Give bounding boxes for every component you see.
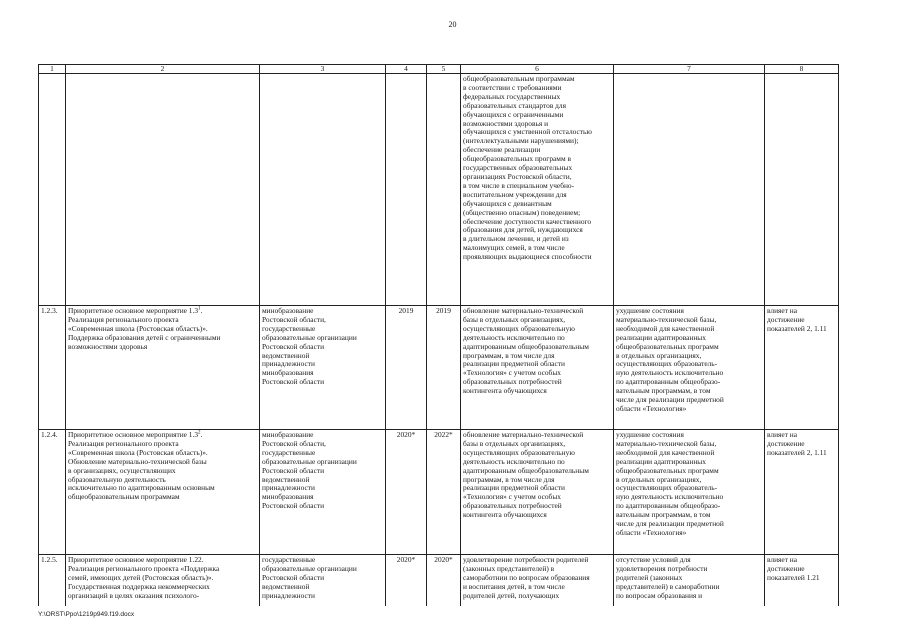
text-line: образования для детей, нуждающихся	[463, 225, 583, 235]
text-line: образовательных потребностей	[463, 377, 562, 387]
text-line: «Технология» с учетом особых	[463, 368, 561, 378]
text-line: принадлежности	[262, 590, 315, 600]
text-line: реализации предметной области	[463, 359, 565, 369]
text-line: ную деятельность исключительно	[616, 492, 724, 502]
program-table	[38, 64, 839, 606]
table-row	[39, 306, 839, 430]
text-line: образовательные организации	[262, 563, 357, 573]
cell-consequence	[614, 555, 765, 606]
header-cell: 8	[765, 65, 839, 74]
text-line: обеспечение реализации	[463, 145, 541, 155]
cell-link	[765, 555, 839, 606]
text-line: программам, в том числе для	[463, 474, 555, 484]
text-line: общеобразовательных программ	[616, 465, 719, 475]
text-line: общеобразовательным программам	[463, 74, 575, 83]
text-line: (общественно опасным) поведением;	[463, 207, 581, 217]
cell-consequence	[614, 74, 765, 306]
cell-start: 2019	[386, 306, 427, 430]
text-line: Ростовской области	[262, 501, 325, 511]
cell-end: 2022*	[427, 430, 461, 555]
text-line: в том числе в специальном учебно-	[463, 180, 575, 190]
cell-executor	[260, 74, 386, 306]
text-line: ведомственной	[262, 581, 310, 591]
text-line: обучающихся с умственной отсталостью	[463, 127, 592, 137]
header-row	[39, 65, 839, 74]
text-line: материально-технической базы,	[616, 438, 717, 448]
text-line: осуществляющих образовательную	[463, 447, 575, 457]
text-line: показателей 2, 1.11	[767, 323, 827, 333]
text-line: программам, в том числе для	[463, 350, 555, 360]
cell-num	[39, 306, 66, 430]
text-line: минобразования	[262, 492, 314, 502]
text-fragment: Реализация регионального проекта	[68, 438, 179, 448]
cell-link	[765, 74, 839, 306]
text-line: родителей (законных	[616, 572, 683, 582]
text-line: адаптированным общеобразовательным	[463, 465, 589, 475]
text-fragment: Поддержка образования детей с ограниченными	[68, 332, 221, 342]
text-line: необходимой для качественной	[616, 447, 715, 457]
text-line: влияет на	[767, 306, 798, 315]
text-line: в отдельных организациях,	[616, 350, 702, 360]
header-cell: 2	[66, 65, 260, 74]
text-line: осуществляющих образователь-	[616, 359, 718, 369]
cell-executor	[260, 430, 386, 555]
text-line: Ростовской области,	[262, 438, 326, 448]
text-line: ведомственной	[262, 474, 310, 484]
text-line: образовательных стандартов для	[463, 100, 567, 110]
text-fragment: «Современная школа (Ростовская область)».	[68, 447, 208, 457]
text-fragment: в организациях, осуществляющих	[68, 465, 176, 475]
cell-executor	[260, 306, 386, 430]
cell-result	[461, 306, 614, 430]
cell-result	[461, 555, 614, 606]
cell-activity	[66, 430, 260, 555]
row-number: 1.2.4.	[41, 430, 58, 439]
text-line: самоработнии по вопросам образования	[463, 572, 590, 582]
text-line: деятельность исключительно по	[463, 456, 565, 466]
continuation-row	[39, 74, 839, 306]
text-line: образовательные организации	[262, 456, 357, 466]
text-fragment: общеобразовательным программам	[68, 492, 180, 502]
cell-end	[427, 74, 461, 306]
text-line: проявляющих выдающиеся способности	[463, 252, 592, 262]
text-line: минобразования	[262, 368, 314, 378]
cell-num	[39, 74, 66, 306]
text-line: базы в отдельных организациях,	[463, 314, 566, 324]
footnote-marker: 2	[198, 430, 201, 436]
text-fragment: Государственная поддержка некоммерческих	[68, 581, 210, 591]
text-line: (интеллектуальными нарушениями);	[463, 136, 579, 146]
text-line: удовлетворение потребности родителей	[463, 555, 589, 564]
text-fragment: Реализация регионального проекта	[68, 314, 179, 324]
text-line: в отдельных организациях,	[616, 474, 702, 484]
text-line: образовательные организации	[262, 332, 357, 342]
text-line: малоимущих семей, в том числе	[463, 243, 565, 253]
cell-activity	[66, 74, 260, 306]
text-line: обучающихся с ограниченными	[463, 109, 564, 119]
text-line: вательным программам, в том	[616, 510, 711, 520]
text-line: материально-технической базы,	[616, 314, 717, 324]
cell-end: 2020*	[427, 555, 461, 606]
text-line: осуществляющих образователь-	[616, 483, 718, 493]
row-number: 1.2.5.	[41, 555, 58, 564]
footnote-marker: 1	[198, 306, 201, 312]
text-line: минобразование	[262, 306, 314, 315]
text-line: Ростовской области,	[262, 314, 326, 324]
cell-start	[386, 74, 427, 306]
text-line: Приоритетное основное мероприятие $1.3^1$.	[68, 306, 203, 315]
text-fragment: Приоритетное основное мероприятие 1.3	[68, 306, 199, 315]
header-cell: 4	[386, 65, 427, 74]
text-line: образовательных потребностей	[463, 501, 562, 511]
cell-result	[461, 74, 614, 306]
header-cell: 3	[260, 65, 386, 74]
cell-start: 2020*	[386, 430, 427, 555]
text-line: общеобразовательных программ в	[463, 154, 571, 164]
text-line: «Технология» с учетом особых	[463, 492, 561, 502]
text-line: контингента обучающихся	[463, 386, 547, 396]
text-line: обновление материально-технической	[463, 430, 584, 439]
text-fragment: Обновление материально-технической базы	[68, 456, 207, 466]
text-line: достижение	[767, 563, 805, 573]
text-line	[68, 592, 257, 601]
text-line: адаптированным общеобразовательным	[463, 341, 589, 351]
text-line: минобразование	[262, 430, 314, 439]
text-fragment: возможностями здоровья	[68, 341, 148, 351]
text-line: возможностями здоровья и	[463, 118, 549, 128]
text-line: федеральных государственных	[463, 91, 561, 101]
text-line: вательным программам, в том	[616, 386, 711, 396]
row-number: 1.2.3.	[41, 306, 58, 315]
text-line: обеспечение доступности качественного	[463, 216, 592, 226]
text-line: ную деятельность исключительно	[616, 368, 724, 378]
cell-consequence	[614, 306, 765, 430]
text-fragment: «Современная школа (Ростовская область)».	[68, 323, 208, 333]
text-line: (законных представителей) в	[463, 563, 555, 573]
text-fragment: организаций в целях оказания психолого-	[68, 590, 200, 600]
text-line: Ростовской области	[262, 572, 325, 582]
page-number: 20	[448, 20, 457, 29]
text-line: реализации адаптированных	[616, 456, 706, 466]
text-line: принадлежности	[262, 483, 315, 493]
cell-link	[765, 430, 839, 555]
text-line	[68, 493, 257, 502]
text-fragment: Реализация регионального проекта «Поддержка	[68, 563, 220, 573]
text-line: Приоритетное основное мероприятие $1.3^2$.	[68, 430, 203, 439]
cell-activity	[66, 306, 260, 430]
text-line: государственные	[262, 447, 316, 457]
text-line: представителей) в самоработнии	[616, 581, 720, 591]
text-line: по адаптированным общеобразо-	[616, 377, 721, 387]
text-line: общеобразовательных программ	[616, 341, 719, 351]
text-line: области «Технология»	[616, 403, 687, 413]
text-line: принадлежности	[262, 359, 315, 369]
header-cell: 1	[39, 65, 66, 74]
text-line: показателей 2, 1.11	[767, 447, 827, 457]
text-line: контингента обучающихся	[463, 510, 547, 520]
text-fragment: Приоритетное основное мероприятие 1.22.	[68, 555, 204, 564]
text-line: отсутствие условий для	[616, 555, 691, 564]
text-fragment: Приоритетное основное мероприятие 1.3	[68, 430, 199, 439]
cell-link	[765, 306, 839, 430]
header-cell: 6	[461, 65, 614, 74]
cell-start: 2020*	[386, 555, 427, 606]
text-line: осуществляющих образовательную	[463, 323, 575, 333]
file-path-footer: Y:\ORST\Ppo\1219p949.f19.docx	[38, 611, 135, 618]
text-line: государственные	[262, 555, 316, 564]
text-line: ведомственной	[262, 350, 310, 360]
cell-num	[39, 430, 66, 555]
cell-activity	[66, 555, 260, 606]
text-line: ухудшение состояния	[616, 306, 684, 315]
text-line: влияет на	[767, 555, 798, 564]
table-row	[39, 430, 839, 555]
text-line: в соответствии с требованиями	[463, 82, 562, 92]
text-line: обновление материально-технической	[463, 306, 584, 315]
text-line: Ростовской области	[262, 377, 325, 387]
text-line: Ростовской области	[262, 465, 325, 475]
text-line: достижение	[767, 314, 805, 324]
text-line: ухудшение состояния	[616, 430, 684, 439]
text-fragment: образовательную деятельность	[68, 474, 166, 484]
text-line: родителей детей, получающих	[463, 590, 560, 600]
text-line: числе для реализации предметной	[616, 395, 724, 405]
cell-end: 2019	[427, 306, 461, 430]
text-fragment: исключительно по адаптированным основным	[68, 483, 215, 493]
text-line: государственные	[262, 323, 316, 333]
cell-consequence	[614, 430, 765, 555]
text-line: числе для реализации предметной	[616, 519, 724, 529]
text-line: области «Технология»	[616, 527, 687, 537]
text-line: реализации предметной области	[463, 483, 565, 493]
cell-num	[39, 555, 66, 606]
header-cell: 5	[427, 65, 461, 74]
text-line: достижение	[767, 438, 805, 448]
text-fragment: семей, имеющих детей (Ростовская область)».	[68, 572, 214, 582]
table-row	[39, 555, 839, 606]
text-line: базы в отдельных организациях,	[463, 438, 566, 448]
text-line: государственных образовательных	[463, 163, 573, 173]
cell-result	[461, 430, 614, 555]
text-line: и воспитания детей, в том числе	[463, 581, 565, 591]
text-line: Ростовской области	[262, 341, 325, 351]
text-line: показателей 1.21	[767, 572, 820, 582]
text-line: деятельность исключительно по	[463, 332, 565, 342]
text-line: необходимой для качественной	[616, 323, 715, 333]
text-line: реализации адаптированных	[616, 332, 706, 342]
cell-executor	[260, 555, 386, 606]
text-line	[68, 343, 257, 352]
text-line: влияет на	[767, 430, 798, 439]
text-line: воспитательном учреждении для	[463, 189, 567, 199]
text-line: по адаптированным общеобразо-	[616, 501, 721, 511]
header-cell: 7	[614, 65, 765, 74]
text-line: в длительном лечении, и детей из	[463, 234, 569, 244]
text-line: организациях Ростовской области,	[463, 171, 572, 181]
text-line: удовлетворения потребности	[616, 563, 708, 573]
text-line: обучающихся с девиантным	[463, 198, 552, 208]
text-line: по вопросам образования и	[616, 590, 703, 600]
